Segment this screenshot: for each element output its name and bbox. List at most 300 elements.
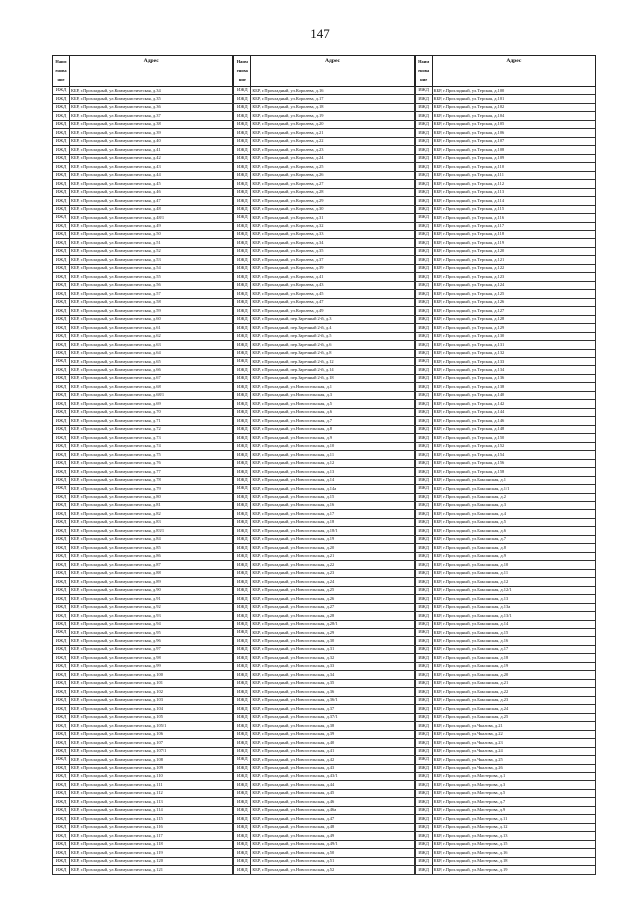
address-cell: КБР, г.Прохладный, пер.Заречный 2-й, д.8	[251, 350, 414, 357]
type-cell: ИЖД	[415, 417, 433, 424]
address-cell: КБР, г.Прохладный, ул.Коммунистическая, д.48/1	[70, 214, 233, 221]
type-cell: ИЖД	[52, 714, 70, 721]
address-cell: КБР, г.Прохладный, ул.Терская, д.115	[433, 206, 596, 213]
type-cell: ИЖД	[52, 519, 70, 526]
table-header	[52, 55, 233, 87]
type-cell: ИЖД	[233, 536, 251, 543]
table-row	[415, 815, 596, 823]
type-cell: ИЖД	[233, 680, 251, 687]
address-cell: КБР, г.Прохладный, ул.Новоосельская, д.22	[251, 561, 414, 568]
type-cell: ИЖД	[52, 146, 70, 153]
address-cell: КБР, г.Прохладный, ул.Терская, д.120	[433, 248, 596, 255]
table-row	[52, 773, 233, 781]
type-cell: ИЖД	[233, 112, 251, 119]
table-row	[233, 477, 414, 485]
address-cell: КБР, г.Прохладный, пер.Заречный 2-й, д.3	[251, 316, 414, 323]
type-cell: ИЖД	[415, 697, 433, 704]
address-cell: КБР, г.Прохладный, ул.Коммунистическая, д.97	[70, 646, 233, 653]
address-cell: КБР, г.Прохладный, ул.Баксанская, д.4	[433, 510, 596, 517]
address-cell: КБР, г.Прохладный, ул.Коммунистическая, д.111	[70, 781, 233, 788]
table-header	[233, 55, 414, 87]
address-cell: КБР, г.Прохладный, ул.Терская, д.118	[433, 231, 596, 238]
table-row	[415, 731, 596, 739]
address-cell: КБР, г.Прохладный, ул.Баксанская, д.21	[433, 680, 596, 687]
table-row	[52, 316, 233, 324]
type-cell: ИЖД	[415, 443, 433, 450]
type-cell: ИЖД	[415, 460, 433, 467]
type-cell: ИЖД	[233, 460, 251, 467]
type-cell: ИЖД	[415, 333, 433, 340]
type-cell: ИЖД	[52, 375, 70, 382]
address-cell: КБР, г.Прохладный, ул.Новоосельская, д.47	[251, 815, 414, 822]
table-row	[233, 163, 414, 171]
table-row	[415, 451, 596, 459]
type-cell: ИЖД	[415, 510, 433, 517]
type-cell: ИЖД	[52, 392, 70, 399]
type-cell: ИЖД	[233, 146, 251, 153]
table-row	[52, 282, 233, 290]
type-cell: ИЖД	[415, 231, 433, 238]
type-cell: ИЖД	[233, 494, 251, 501]
table-row	[415, 790, 596, 798]
address-cell: КБР, г.Прохладный, ул.Терская, д.140	[433, 392, 596, 399]
address-cell: КБР, г.Прохладный, ул.Новоосельская, д.25	[251, 587, 414, 594]
address-cell: КБР, г.Прохладный, ул.Коммунистическая, д.109	[70, 765, 233, 772]
type-cell: ИЖД	[233, 841, 251, 848]
address-cell: КБР, г.Прохладный, ул.Новоосельская, д.45	[251, 790, 414, 797]
table-row	[52, 104, 233, 112]
address-cell: КБР, г.Прохладный, ул.Терская, д.144	[433, 409, 596, 416]
table-row	[52, 654, 233, 662]
type-cell: ИЖД	[415, 570, 433, 577]
type-cell: ИЖД	[233, 189, 251, 196]
address-cell: КБР, г.Прохладный, ул.Терская, д.132	[433, 350, 596, 357]
address-cell: КБР, г.Прохладный, ул.Чкалова, д.25	[433, 756, 596, 763]
table-row	[233, 494, 414, 502]
table-row	[233, 214, 414, 222]
type-cell: ИЖД	[233, 197, 251, 204]
table-row	[233, 790, 414, 798]
type-cell: ИЖД	[52, 629, 70, 636]
type-cell: ИЖД	[415, 129, 433, 136]
address-cell: КБР, г.Прохладный, ул.Новоосельская, д.40	[251, 739, 414, 746]
table-row	[233, 570, 414, 578]
type-cell: ИЖД	[415, 434, 433, 441]
type-cell: ИЖД	[415, 239, 433, 246]
table-row	[233, 375, 414, 383]
table-row	[52, 485, 233, 493]
table-row	[52, 239, 233, 247]
header-name-cell: Наим енова ние	[233, 56, 251, 86]
table-row	[233, 282, 414, 290]
table-row	[415, 265, 596, 273]
type-cell: ИЖД	[233, 798, 251, 805]
table-row	[52, 807, 233, 815]
address-cell: КБР, г.Прохладный, ул.Мастерова, д.11	[433, 815, 596, 822]
table-row	[233, 637, 414, 645]
address-cell: КБР, г.Прохладный, ул.Баксанская, д.8	[433, 544, 596, 551]
address-cell: КБР, г.Прохладный, ул.Коммунистическая, д.73	[70, 434, 233, 441]
type-cell: ИЖД	[233, 426, 251, 433]
address-cell: КБР, г.Прохладный, ул.Коммунистическая, д.99	[70, 663, 233, 670]
address-cell: КБР, г.Прохладный, ул.Новоосельская, д.39	[251, 731, 414, 738]
address-cell: КБР, г.Прохладный, пер.Заречный 2-й, д.4	[251, 324, 414, 331]
address-cell: КБР, г.Прохладный, ул.Новоосельская, д.13	[251, 468, 414, 475]
type-cell: ИЖД	[52, 663, 70, 670]
address-cell: КБР, г.Прохладный, ул.Терская, д.156	[433, 460, 596, 467]
table-row	[415, 604, 596, 612]
table-row	[415, 307, 596, 315]
address-cell: КБР, г.Прохладный, ул.Новоосельская, д.38	[251, 722, 414, 729]
address-cell: КБР, г.Прохладный, ул.Коммунистическая, д.39	[70, 129, 233, 136]
type-cell: ИЖД	[415, 807, 433, 814]
table-row	[52, 714, 233, 722]
table-row	[52, 587, 233, 595]
address-cell: КБР, г.Прохладный, ул.Королева, д.21	[251, 129, 414, 136]
table-row	[233, 231, 414, 239]
address-cell: КБР, г.Прохладный, ул.Терская, д.107	[433, 138, 596, 145]
table-row	[415, 798, 596, 806]
table-body	[52, 87, 233, 875]
type-cell: ИЖД	[52, 858, 70, 865]
type-cell: ИЖД	[415, 671, 433, 678]
table-row	[233, 519, 414, 527]
address-cell: КБР, г.Прохладный, ул.Мастерова, д.13	[433, 832, 596, 839]
address-cell: КБР, г.Прохладный, ул.Коммунистическая, д.91	[70, 595, 233, 602]
type-cell: ИЖД	[415, 316, 433, 323]
table-body	[233, 87, 414, 875]
address-cell: КБР, г.Прохладный, ул.Новоосельская, д.44	[251, 781, 414, 788]
type-cell: ИЖД	[52, 417, 70, 424]
table-row	[52, 146, 233, 154]
type-cell: ИЖД	[52, 231, 70, 238]
type-cell: ИЖД	[52, 502, 70, 509]
address-cell: КБР, г.Прохладный, ул.Новоосельская, д.14	[251, 477, 414, 484]
table-row	[415, 112, 596, 120]
table-header	[415, 55, 596, 87]
type-cell: ИЖД	[233, 214, 251, 221]
address-cell: КБР, г.Прохладный, ул.Баксанская, д.6	[433, 527, 596, 534]
type-cell: ИЖД	[52, 705, 70, 712]
type-cell: ИЖД	[415, 773, 433, 780]
address-cell: КБР, г.Прохладный, ул.Коммунистическая, д.54	[70, 265, 233, 272]
table-row	[233, 604, 414, 612]
table-row	[415, 366, 596, 374]
type-cell: ИЖД	[415, 189, 433, 196]
address-cell: КБР, г.Прохладный, ул.Новоосельская, д.41	[251, 748, 414, 755]
table-row	[52, 841, 233, 849]
type-cell: ИЖД	[415, 731, 433, 738]
table-row	[52, 214, 233, 222]
table-row	[233, 798, 414, 806]
type-cell: ИЖД	[233, 273, 251, 280]
address-cell: КБР, г.Прохладный, ул.Коммунистическая, д.120	[70, 858, 233, 865]
address-cell: КБР, г.Прохладный, ул.Терская, д.154	[433, 451, 596, 458]
table-row	[52, 510, 233, 518]
address-cell: КБР, г.Прохладный, ул.Новоосельская, д.37/1	[251, 714, 414, 721]
type-cell: ИЖД	[233, 400, 251, 407]
address-cell: КБР, г.Прохладный, ул.Баксанская, д.2	[433, 494, 596, 501]
type-cell: ИЖД	[233, 629, 251, 636]
type-cell: ИЖД	[52, 494, 70, 501]
table-row	[52, 426, 233, 434]
type-cell: ИЖД	[52, 206, 70, 213]
address-cell: КБР, г.Прохладный, ул.Королева, д.17	[251, 95, 414, 102]
type-cell: ИЖД	[52, 180, 70, 187]
address-cell: КБР, г.Прохладный, ул.Коммунистическая, д.53	[70, 256, 233, 263]
type-cell: ИЖД	[233, 849, 251, 856]
type-cell: ИЖД	[415, 451, 433, 458]
type-cell: ИЖД	[233, 341, 251, 348]
table-row	[52, 858, 233, 866]
table-row	[415, 129, 596, 137]
address-cell: КБР, г.Прохладный, ул.Коммунистическая, д.55	[70, 273, 233, 280]
address-cell: КБР, г.Прохладный, ул.Коммунистическая, д.92	[70, 604, 233, 611]
table-row	[52, 595, 233, 603]
type-cell: ИЖД	[233, 866, 251, 873]
table-row	[52, 172, 233, 180]
table-row	[415, 595, 596, 603]
type-cell: ИЖД	[233, 858, 251, 865]
type-cell: ИЖД	[233, 807, 251, 814]
type-cell: ИЖД	[415, 722, 433, 729]
table-row	[415, 663, 596, 671]
address-cell: КБР, г.Прохладный, ул.Коммунистическая, д.56	[70, 282, 233, 289]
table-row	[415, 756, 596, 764]
table-row	[52, 197, 233, 205]
table-row	[52, 494, 233, 502]
table-row	[233, 527, 414, 535]
type-cell: ИЖД	[415, 485, 433, 492]
table-row	[415, 748, 596, 756]
type-cell: ИЖД	[52, 112, 70, 119]
address-cell: КБР, г.Прохладный, ул.Коммунистическая, д.85	[70, 544, 233, 551]
table-row	[233, 316, 414, 324]
table-row	[52, 129, 233, 137]
type-cell: ИЖД	[233, 383, 251, 390]
type-cell: ИЖД	[415, 587, 433, 594]
table-row	[415, 146, 596, 154]
address-cell: КБР, г.Прохладный, ул.Новоосельская, д.36	[251, 688, 414, 695]
type-cell: ИЖД	[52, 781, 70, 788]
type-cell: ИЖД	[415, 366, 433, 373]
type-cell: ИЖД	[233, 223, 251, 230]
table-row	[415, 282, 596, 290]
table-row	[415, 95, 596, 103]
type-cell: ИЖД	[415, 781, 433, 788]
type-cell: ИЖД	[52, 333, 70, 340]
table-row	[52, 299, 233, 307]
address-cell: КБР, г.Прохладный, ул.Чкалова, д.26	[433, 765, 596, 772]
type-cell: ИЖД	[52, 104, 70, 111]
address-cell: КБР, г.Прохладный, ул.Терская, д.110	[433, 163, 596, 170]
table-row	[52, 468, 233, 476]
address-cell: КБР, г.Прохладный, ул.Терская, д.114	[433, 197, 596, 204]
address-cell: КБР, г.Прохладный, ул.Новоосельская, д.11	[251, 451, 414, 458]
type-cell: ИЖД	[415, 409, 433, 416]
address-cell: КБР, г.Прохладный, ул.Коммунистическая, д.37	[70, 112, 233, 119]
address-cell: КБР, г.Прохладный, ул.Мастерова, д.7	[433, 798, 596, 805]
address-cell: КБР, г.Прохладный, ул.Коммунистическая, д.59	[70, 307, 233, 314]
address-cell: КБР, г.Прохладный, ул.Новоосельская, д.46	[251, 798, 414, 805]
type-cell: ИЖД	[233, 595, 251, 602]
table-row	[52, 553, 233, 561]
address-cell: КБР, г.Прохладный, ул.Новоосельская, д.29	[251, 629, 414, 636]
address-cell: КБР, г.Прохладный, ул.Терская, д.129	[433, 324, 596, 331]
type-cell: ИЖД	[233, 561, 251, 568]
table-row	[233, 172, 414, 180]
type-cell: ИЖД	[415, 688, 433, 695]
type-cell: ИЖД	[233, 697, 251, 704]
table-row	[415, 434, 596, 442]
address-cell: КБР, г.Прохладный, ул.Коммунистическая, д.113	[70, 798, 233, 805]
table-row	[415, 477, 596, 485]
type-cell: ИЖД	[52, 832, 70, 839]
address-cell: КБР, г.Прохладный, ул.Терская, д.117	[433, 223, 596, 230]
table-row	[52, 223, 233, 231]
address-cell: КБР, г.Прохладный, ул.Новоосельская, д.1	[251, 383, 414, 390]
table-row	[415, 781, 596, 789]
address-cell: КБР, г.Прохладный, ул.Новоосельская, д.31	[251, 646, 414, 653]
table-row	[52, 748, 233, 756]
type-cell: ИЖД	[52, 697, 70, 704]
table-row	[233, 299, 414, 307]
type-cell: ИЖД	[415, 739, 433, 746]
table-row	[415, 400, 596, 408]
type-cell: ИЖД	[415, 621, 433, 628]
address-cell: КБР, г.Прохладный, ул.Королева, д.43	[251, 282, 414, 289]
type-cell: ИЖД	[52, 324, 70, 331]
table-row	[52, 570, 233, 578]
table-row	[233, 807, 414, 815]
address-cell: КБР, г.Прохладный, ул.Терская, д.106	[433, 129, 596, 136]
table-row	[415, 561, 596, 569]
table-row	[233, 765, 414, 773]
table-row	[52, 705, 233, 713]
address-cell: КБР, г.Прохладный, ул.Коммунистическая, д.43	[70, 163, 233, 170]
type-cell: ИЖД	[233, 553, 251, 560]
address-cell: КБР, г.Прохладный, ул.Баксанская, д.22	[433, 688, 596, 695]
type-cell: ИЖД	[52, 739, 70, 746]
address-cell: КБР, г.Прохладный, ул.Коммунистическая, д.83	[70, 519, 233, 526]
type-cell: ИЖД	[52, 239, 70, 246]
type-cell: ИЖД	[233, 375, 251, 382]
address-cell: КБР, г.Прохладный, ул.Новоосельская, д.14а	[251, 485, 414, 492]
table-row	[52, 849, 233, 857]
table-row	[415, 841, 596, 849]
table-row	[233, 485, 414, 493]
address-cell: КБР, г.Прохладный, ул.Баксанская, д.15	[433, 629, 596, 636]
table-row	[415, 358, 596, 366]
address-cell: КБР, г.Прохладный, ул.Королева, д.49	[251, 307, 414, 314]
address-cell: КБР, г.Прохладный, ул.Коммунистическая, д.80	[70, 494, 233, 501]
table-row	[233, 409, 414, 417]
table-row	[415, 765, 596, 773]
table-row	[415, 849, 596, 857]
address-cell: КБР, г.Прохладный, ул.Коммунистическая, д.86	[70, 553, 233, 560]
type-cell: ИЖД	[52, 468, 70, 475]
type-cell: ИЖД	[52, 87, 70, 94]
table-row	[233, 341, 414, 349]
address-cell: КБР, г.Прохладный, ул.Коммунистическая, д.71	[70, 417, 233, 424]
table-row	[233, 502, 414, 510]
address-cell: КБР, г.Прохладный, ул.Новоосельская, д.26	[251, 595, 414, 602]
address-cell: КБР, г.Прохладный, ул.Баксанская, д.16	[433, 637, 596, 644]
address-cell: КБР, г.Прохладный, ул.Чкалова, д.24	[433, 748, 596, 755]
address-cell: КБР, г.Прохладный, ул.Коммунистическая, д.47	[70, 197, 233, 204]
type-cell: ИЖД	[52, 680, 70, 687]
table-row	[415, 697, 596, 705]
table-row	[415, 248, 596, 256]
type-cell: ИЖД	[233, 316, 251, 323]
address-cell: КБР, г.Прохладный, ул.Коммунистическая, д.81	[70, 502, 233, 509]
table-column-3	[415, 55, 596, 875]
type-cell: ИЖД	[233, 756, 251, 763]
type-cell: ИЖД	[415, 248, 433, 255]
address-cell: КБР, г.Прохладный, ул.Коммунистическая, д.72	[70, 426, 233, 433]
type-cell: ИЖД	[52, 426, 70, 433]
type-cell: ИЖД	[52, 460, 70, 467]
table-row	[233, 451, 414, 459]
address-cell: КБР, г.Прохладный, ул.Терская, д.102	[433, 104, 596, 111]
address-cell: КБР, г.Прохладный, ул.Терская, д.146	[433, 417, 596, 424]
table-row	[52, 824, 233, 832]
table-row	[415, 223, 596, 231]
table-row	[415, 739, 596, 747]
table-row	[52, 460, 233, 468]
table-row	[233, 731, 414, 739]
table-row	[415, 570, 596, 578]
address-cell: КБР, г.Прохладный, ул.Новоосельская, д.43/1	[251, 773, 414, 780]
address-cell: КБР, г.Прохладный, ул.Терская, д.119	[433, 239, 596, 246]
type-cell: ИЖД	[415, 629, 433, 636]
table-row	[52, 621, 233, 629]
type-cell: ИЖД	[415, 544, 433, 551]
type-cell: ИЖД	[233, 654, 251, 661]
address-cell: КБР, г.Прохладный, ул.Коммунистическая, д.93	[70, 612, 233, 619]
type-cell: ИЖД	[52, 129, 70, 136]
table-row	[233, 307, 414, 315]
table-row	[415, 189, 596, 197]
type-cell: ИЖД	[415, 112, 433, 119]
table-row	[52, 790, 233, 798]
address-cell: КБР, г.Прохладный, ул.Коммунистическая, д.112	[70, 790, 233, 797]
address-cell: КБР, г.Прохладный, ул.Терская, д.133	[433, 358, 596, 365]
table-row	[52, 612, 233, 620]
type-cell: ИЖД	[233, 519, 251, 526]
address-cell: КБР, г.Прохладный, ул.Королева, д.47	[251, 299, 414, 306]
type-cell: ИЖД	[233, 739, 251, 746]
address-cell: КБР, г.Прохладный, ул.Чкалова, д.21	[433, 722, 596, 729]
type-cell: ИЖД	[52, 400, 70, 407]
table-row	[233, 273, 414, 281]
table-row	[52, 502, 233, 510]
type-cell: ИЖД	[52, 409, 70, 416]
table-row	[52, 409, 233, 417]
address-cell: КБР, г.Прохладный, ул.Коммунистическая, д.57	[70, 290, 233, 297]
address-cell: КБР, г.Прохладный, ул.Коммунистическая, д.60	[70, 316, 233, 323]
type-cell: ИЖД	[52, 671, 70, 678]
table-row	[233, 138, 414, 146]
type-cell: ИЖД	[415, 299, 433, 306]
type-cell: ИЖД	[415, 502, 433, 509]
table-row	[415, 299, 596, 307]
address-cell: КБР, г.Прохладный, ул.Баксанская, д.13/1	[433, 612, 596, 619]
address-cell: КБР, г.Прохладный, ул.Коммунистическая, д.110	[70, 773, 233, 780]
table-row	[415, 231, 596, 239]
address-cell: КБР, г.Прохладный, ул.Баксанская, д.11	[433, 570, 596, 577]
type-cell: ИЖД	[52, 798, 70, 805]
